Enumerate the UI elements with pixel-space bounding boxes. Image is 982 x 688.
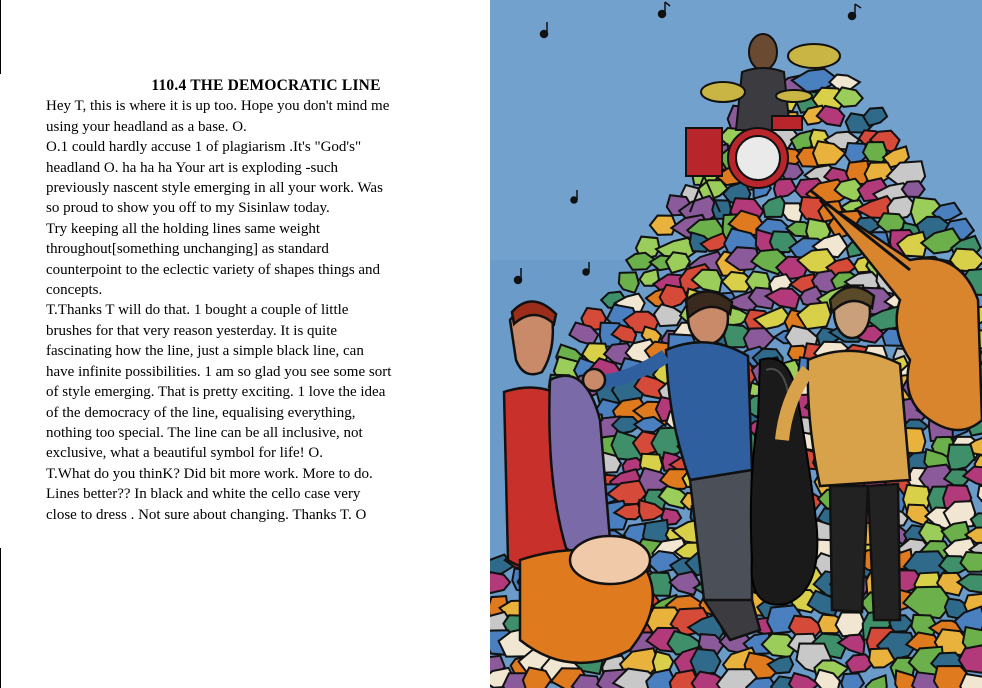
text-line: Try keeping all the holding lines same weight	[46, 220, 320, 237]
text-line: T.What do you thinK? Did bit more work. More to do.	[46, 465, 373, 482]
document-title: 110.4 THE DEMOCRATIC LINE	[151, 77, 381, 94]
text-line: exclusive, what a beautiful symbol for life! O.	[46, 445, 324, 462]
text-line: using your headland as a base. O.	[46, 118, 247, 135]
text-line: nothing too special. The line can be all inclusive, not	[46, 424, 363, 441]
text-line: counterpoint to the eclectic variety of shapes things and	[46, 261, 381, 278]
text-line: so proud to show you off to my Sisinlaw today.	[46, 200, 330, 217]
mosaic-shape	[691, 649, 721, 675]
text-line: previously nascent style emerging in all your work. Was	[46, 180, 383, 197]
text-column	[46, 76, 476, 525]
text-line: brushes for that very reason yesterday. It is quite	[46, 322, 338, 339]
text-line: Lines better?? In black and white the cello case very	[46, 486, 361, 503]
text-line: O.1 could hardly accuse 1 of plagiarism .It's "God's"	[46, 139, 362, 156]
text-line: headland O. ha ha ha Your art is exploding -such	[46, 159, 339, 176]
text-line: of style emerging. That is pretty exciting. 1 love the idea	[46, 384, 386, 401]
text-line: have infinite possibilities. 1 am so glad you see some sort	[46, 363, 392, 380]
text-line: Hey T, this is where it is up too. Hope you don't mind me	[46, 98, 390, 115]
mosaic-shape	[836, 612, 866, 636]
text-line: throughout[something unchanging] as standard	[46, 241, 329, 258]
text-line: concepts.	[46, 282, 103, 299]
left-edge-mark-top	[0, 0, 1, 74]
text-line: T.Thanks T will do that. 1 bought a couple of little	[46, 302, 349, 319]
text-line: of the democracy of the line, equalising everything,	[46, 404, 356, 421]
text-line: close to dress . Not sure about changing. Thanks T. O	[46, 506, 367, 523]
mosaic-shape	[902, 181, 925, 197]
left-edge-mark-bottom	[0, 548, 1, 688]
painting-image	[490, 0, 982, 688]
mosaic-shape	[841, 673, 864, 688]
text-line: fascinating how the line, just a simple black line, can	[46, 343, 364, 360]
